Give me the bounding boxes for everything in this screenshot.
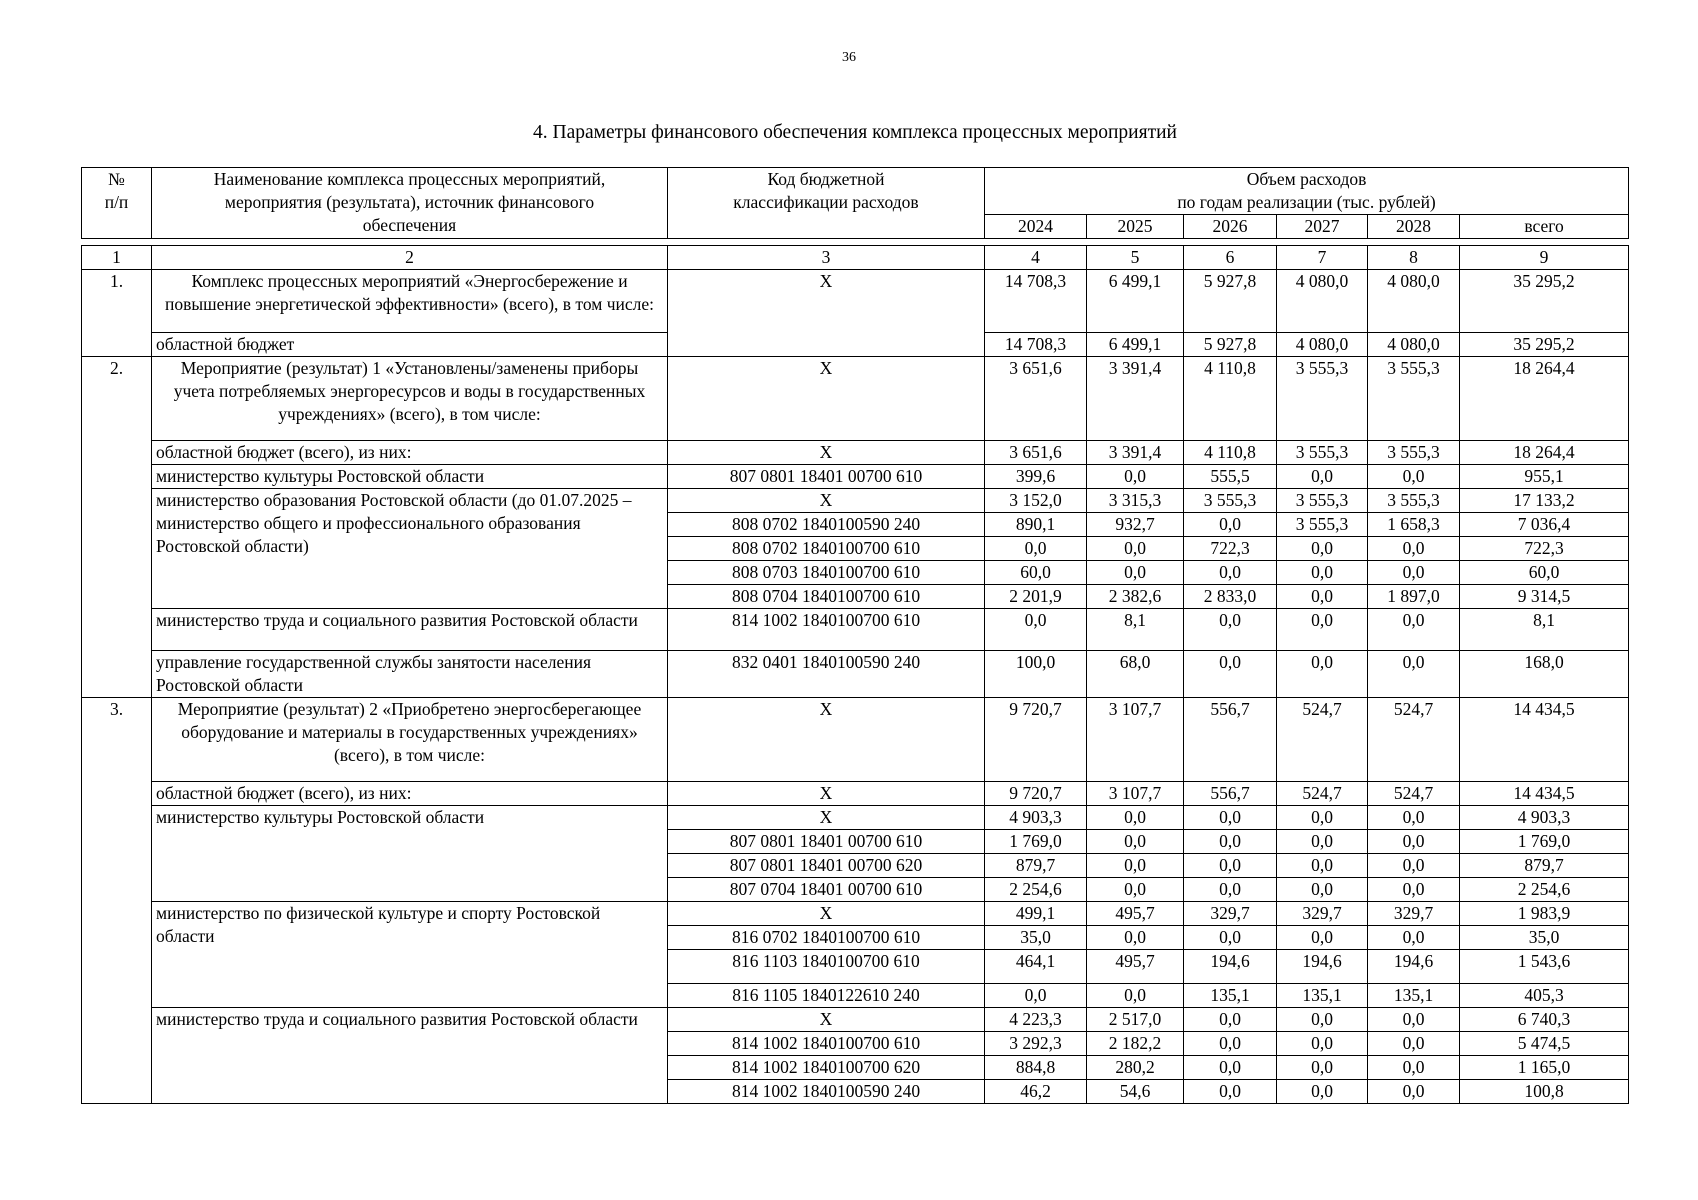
- budget-class-code: 814 1002 1840100590 240: [668, 1080, 985, 1104]
- value-total: 35,0: [1460, 926, 1629, 950]
- budget-class-code: 807 0704 18401 00700 610: [668, 878, 985, 902]
- value-cell: 0,0: [1087, 854, 1184, 878]
- value-cell: 0,0: [1184, 1008, 1277, 1032]
- group-row: [82, 465, 1629, 489]
- budget-class-code: X: [668, 806, 985, 830]
- header-year: 2026: [1184, 215, 1277, 239]
- value-cell: 556,7: [1184, 782, 1277, 806]
- value-cell: 68,0: [1087, 651, 1184, 698]
- value-cell: 399,6: [985, 465, 1087, 489]
- value-cell: 4 903,3: [985, 806, 1087, 830]
- value-cell: 194,6: [1368, 950, 1460, 984]
- value-cell: 0,0: [1368, 854, 1460, 878]
- budget-class-code: 816 1103 1840100700 610: [668, 950, 985, 984]
- value-cell: 2 182,2: [1087, 1032, 1184, 1056]
- value-cell: 2 517,0: [1087, 1008, 1184, 1032]
- group-row: [82, 902, 1629, 926]
- document-title: 4. Параметры финансового обеспечения комплекса процессных мероприятий: [533, 122, 1177, 143]
- budget-row: [82, 441, 1629, 465]
- value-cell: 3 555,3: [1368, 489, 1460, 513]
- header-name: Наименование комплекса процессных мероприятий, мероприятия (результата), источник финансового обеспечения: [152, 168, 668, 239]
- value-cell: 54,6: [1087, 1080, 1184, 1104]
- value-cell: 556,7: [1184, 698, 1277, 782]
- agency-label: министерство труда и социального развития Ростовской области: [152, 609, 668, 651]
- value-cell: 35,0: [985, 926, 1087, 950]
- header-num: № п/п: [82, 168, 152, 239]
- value-cell: 0,0: [1368, 1008, 1460, 1032]
- value-cell: 4 223,3: [985, 1008, 1087, 1032]
- section-number: 2.: [82, 357, 152, 698]
- value-total: 1 543,6: [1460, 950, 1629, 984]
- value-cell: 3 315,3: [1087, 489, 1184, 513]
- budget-class-code: 816 1105 1840122610 240: [668, 984, 985, 1008]
- budget-class-code: X: [668, 902, 985, 926]
- section-number: 1.: [82, 270, 152, 357]
- value-cell: 0,0: [1184, 806, 1277, 830]
- value-cell: 0,0: [1184, 926, 1277, 950]
- value-cell: 0,0: [1184, 513, 1277, 537]
- value-cell: 0,0: [1277, 1056, 1368, 1080]
- value-cell: 4 110,8: [1184, 357, 1277, 441]
- value-total: 879,7: [1460, 854, 1629, 878]
- section-row: [82, 698, 1629, 782]
- value-cell: 9 720,7: [985, 782, 1087, 806]
- group-row: [82, 489, 1629, 513]
- budget-class-code: 808 0704 1840100700 610: [668, 585, 985, 609]
- value-cell: 0,0: [1277, 854, 1368, 878]
- value-cell: 194,6: [1184, 950, 1277, 984]
- value-cell: 8,1: [1087, 609, 1184, 651]
- budget-row: [82, 782, 1629, 806]
- table-header: [81, 167, 1629, 239]
- value-cell: 499,1: [985, 902, 1087, 926]
- value-cell: 0,0: [1277, 830, 1368, 854]
- value-cell: 722,3: [1184, 537, 1277, 561]
- value-cell: 3 152,0: [985, 489, 1087, 513]
- value-cell: 0,0: [1184, 561, 1277, 585]
- value-cell: 0,0: [1277, 585, 1368, 609]
- finance-table: [81, 245, 1629, 1104]
- agency-label: министерство культуры Ростовской области: [152, 465, 668, 489]
- section-title: Комплекс процессных мероприятий «Энергосбережение и повышение энергетической эффективности» (всего), в том числе:: [152, 270, 668, 333]
- value-cell: 3 292,3: [985, 1032, 1087, 1056]
- header-year: 2025: [1087, 215, 1184, 239]
- value-cell: 0,0: [1184, 1080, 1277, 1104]
- budget-class-code: 807 0801 18401 00700 620: [668, 854, 985, 878]
- value-cell: 0,0: [1368, 537, 1460, 561]
- value-cell: 3 555,3: [1184, 489, 1277, 513]
- value-cell: 0,0: [1277, 537, 1368, 561]
- budget-code: X: [668, 782, 985, 806]
- value-cell: 3 555,3: [1368, 357, 1460, 441]
- value-cell: 0,0: [1277, 465, 1368, 489]
- budget-label: областной бюджет (всего), из них:: [152, 441, 668, 465]
- value-cell: 555,5: [1184, 465, 1277, 489]
- value-cell: 3 107,7: [1087, 782, 1184, 806]
- value-cell: 2 254,6: [985, 878, 1087, 902]
- value-cell: 0,0: [1277, 609, 1368, 651]
- value-cell: 0,0: [1277, 1032, 1368, 1056]
- value-cell: 0,0: [1087, 830, 1184, 854]
- value-cell: 0,0: [1277, 1008, 1368, 1032]
- value-cell: 932,7: [1087, 513, 1184, 537]
- value-cell: 2 382,6: [1087, 585, 1184, 609]
- value-cell: 3 391,4: [1087, 441, 1184, 465]
- value-cell: 0,0: [1368, 561, 1460, 585]
- value-cell: 0,0: [1368, 1032, 1460, 1056]
- value-cell: 6 499,1: [1087, 333, 1184, 357]
- value-cell: 0,0: [1184, 854, 1277, 878]
- value-cell: 329,7: [1277, 902, 1368, 926]
- value-cell: 0,0: [1368, 1056, 1460, 1080]
- value-cell: 464,1: [985, 950, 1087, 984]
- header-total: всего: [1460, 215, 1629, 239]
- section-title: Мероприятие (результат) 1 «Установлены/заменены приборы учета потребляемых энергоресурсов и воды в государственных учреждениях» (всего), в том числе:: [152, 357, 668, 441]
- section-code: X: [668, 698, 985, 782]
- value-cell: 100,0: [985, 651, 1087, 698]
- value-cell: 3 555,3: [1277, 441, 1368, 465]
- column-number: 1: [82, 246, 152, 270]
- value-total: 722,3: [1460, 537, 1629, 561]
- value-total: 18 264,4: [1460, 357, 1629, 441]
- budget-label: областной бюджет (всего), из них:: [152, 782, 668, 806]
- agency-label: министерство по физической культуре и спорту Ростовской области: [152, 902, 668, 1008]
- value-total: 1 165,0: [1460, 1056, 1629, 1080]
- budget-class-code: 832 0401 1840100590 240: [668, 651, 985, 698]
- value-cell: 3 651,6: [985, 441, 1087, 465]
- value-cell: 0,0: [1368, 878, 1460, 902]
- header-code: Код бюджетной классификации расходов: [668, 168, 985, 239]
- value-cell: 0,0: [1087, 465, 1184, 489]
- value-cell: 14 708,3: [985, 270, 1087, 333]
- section-row: [82, 357, 1629, 441]
- value-cell: 3 391,4: [1087, 357, 1184, 441]
- value-cell: 3 651,6: [985, 357, 1087, 441]
- value-total: 14 434,5: [1460, 698, 1629, 782]
- value-cell: 3 555,3: [1277, 489, 1368, 513]
- header-year: 2028: [1368, 215, 1460, 239]
- value-cell: 0,0: [1368, 1080, 1460, 1104]
- budget-class-code: X: [668, 1008, 985, 1032]
- value-cell: 6 499,1: [1087, 270, 1184, 333]
- budget-class-code: 814 1002 1840100700 610: [668, 1032, 985, 1056]
- budget-class-code: 807 0801 18401 00700 610: [668, 465, 985, 489]
- section-row: [82, 270, 1629, 333]
- value-total: 4 903,3: [1460, 806, 1629, 830]
- value-total: 9 314,5: [1460, 585, 1629, 609]
- value-total: 2 254,6: [1460, 878, 1629, 902]
- value-cell: 0,0: [1277, 561, 1368, 585]
- value-cell: 5 927,8: [1184, 270, 1277, 333]
- value-cell: 524,7: [1277, 782, 1368, 806]
- value-cell: 0,0: [985, 984, 1087, 1008]
- value-cell: 2 833,0: [1184, 585, 1277, 609]
- budget-class-code: 808 0703 1840100700 610: [668, 561, 985, 585]
- header-year: 2024: [985, 215, 1087, 239]
- value-cell: 194,6: [1277, 950, 1368, 984]
- budget-class-code: X: [668, 489, 985, 513]
- budget-class-code: 807 0801 18401 00700 610: [668, 830, 985, 854]
- value-cell: 9 720,7: [985, 698, 1087, 782]
- budget-code: X: [668, 441, 985, 465]
- value-cell: 0,0: [1184, 830, 1277, 854]
- value-cell: 0,0: [1368, 609, 1460, 651]
- agency-label: министерство труда и социального развития Ростовской области: [152, 1008, 668, 1104]
- column-number: 5: [1087, 246, 1184, 270]
- value-cell: 0,0: [1277, 926, 1368, 950]
- value-cell: 280,2: [1087, 1056, 1184, 1080]
- agency-label: министерство образования Ростовской области (до 01.07.2025 – министерство общего и профессионального образования Ростовской области): [152, 489, 668, 609]
- value-cell: 4 110,8: [1184, 441, 1277, 465]
- value-cell: 0,0: [1277, 878, 1368, 902]
- group-row: [82, 609, 1629, 651]
- column-number: 6: [1184, 246, 1277, 270]
- value-cell: 1 658,3: [1368, 513, 1460, 537]
- column-number: 8: [1368, 246, 1460, 270]
- value-cell: 0,0: [1087, 537, 1184, 561]
- value-cell: 4 080,0: [1277, 333, 1368, 357]
- value-cell: 1 769,0: [985, 830, 1087, 854]
- page-number: 36: [842, 50, 856, 65]
- value-cell: 0,0: [1087, 806, 1184, 830]
- column-number: 3: [668, 246, 985, 270]
- value-total: 35 295,2: [1460, 333, 1629, 357]
- value-cell: 0,0: [1087, 926, 1184, 950]
- value-cell: 524,7: [1368, 698, 1460, 782]
- value-cell: 0,0: [1184, 878, 1277, 902]
- value-cell: 3 555,3: [1277, 357, 1368, 441]
- value-total: 100,8: [1460, 1080, 1629, 1104]
- agency-label: управление государственной службы занятости населения Ростовской области: [152, 651, 668, 698]
- value-cell: 495,7: [1087, 902, 1184, 926]
- value-cell: 0,0: [1368, 926, 1460, 950]
- value-total: 405,3: [1460, 984, 1629, 1008]
- value-total: 35 295,2: [1460, 270, 1629, 333]
- value-cell: 0,0: [1184, 609, 1277, 651]
- value-cell: 135,1: [1368, 984, 1460, 1008]
- value-cell: 0,0: [1184, 1032, 1277, 1056]
- value-cell: 60,0: [985, 561, 1087, 585]
- section-code: X: [668, 270, 985, 357]
- value-total: 8,1: [1460, 609, 1629, 651]
- value-total: 60,0: [1460, 561, 1629, 585]
- value-cell: 0,0: [1184, 1056, 1277, 1080]
- value-cell: 0,0: [1087, 984, 1184, 1008]
- header-year: 2027: [1277, 215, 1368, 239]
- value-cell: 0,0: [1368, 651, 1460, 698]
- value-cell: 14 708,3: [985, 333, 1087, 357]
- value-cell: 329,7: [1368, 902, 1460, 926]
- value-cell: 0,0: [1368, 465, 1460, 489]
- value-cell: 0,0: [1277, 806, 1368, 830]
- value-cell: 0,0: [1087, 878, 1184, 902]
- header-volume: Объем расходов по годам реализации (тыс. рублей): [985, 168, 1629, 215]
- value-total: 18 264,4: [1460, 441, 1629, 465]
- value-total: 1 769,0: [1460, 830, 1629, 854]
- column-number: 4: [985, 246, 1087, 270]
- value-cell: 135,1: [1184, 984, 1277, 1008]
- value-cell: 5 927,8: [1184, 333, 1277, 357]
- value-cell: 0,0: [1184, 651, 1277, 698]
- value-total: 5 474,5: [1460, 1032, 1629, 1056]
- value-cell: 884,8: [985, 1056, 1087, 1080]
- budget-class-code: 808 0702 1840100590 240: [668, 513, 985, 537]
- value-total: 14 434,5: [1460, 782, 1629, 806]
- group-row: [82, 806, 1629, 830]
- column-numbers-row: [82, 246, 1629, 270]
- budget-class-code: 808 0702 1840100700 610: [668, 537, 985, 561]
- value-cell: 0,0: [1368, 830, 1460, 854]
- column-number: 7: [1277, 246, 1368, 270]
- budget-label: областной бюджет: [152, 333, 668, 357]
- budget-class-code: 814 1002 1840100700 620: [668, 1056, 985, 1080]
- section-title: Мероприятие (результат) 2 «Приобретено энергосберегающее оборудование и материалы в государственных учреждениях» (всего), в том числе:: [152, 698, 668, 782]
- value-cell: 0,0: [1087, 561, 1184, 585]
- value-cell: 4 080,0: [1368, 333, 1460, 357]
- value-cell: 3 555,3: [1277, 513, 1368, 537]
- value-total: 7 036,4: [1460, 513, 1629, 537]
- section-number: 3.: [82, 698, 152, 1104]
- value-cell: 524,7: [1368, 782, 1460, 806]
- group-row: [82, 1008, 1629, 1032]
- value-cell: 3 107,7: [1087, 698, 1184, 782]
- section-code: X: [668, 357, 985, 441]
- value-total: 17 133,2: [1460, 489, 1629, 513]
- value-total: 6 740,3: [1460, 1008, 1629, 1032]
- value-cell: 524,7: [1277, 698, 1368, 782]
- budget-class-code: 814 1002 1840100700 610: [668, 609, 985, 651]
- column-number: 2: [152, 246, 668, 270]
- group-row: [82, 651, 1629, 698]
- value-cell: 4 080,0: [1277, 270, 1368, 333]
- column-number: 9: [1460, 246, 1629, 270]
- value-cell: 46,2: [985, 1080, 1087, 1104]
- value-cell: 0,0: [985, 609, 1087, 651]
- value-total: 955,1: [1460, 465, 1629, 489]
- value-cell: 0,0: [1277, 1080, 1368, 1104]
- budget-class-code: 816 0702 1840100700 610: [668, 926, 985, 950]
- value-cell: 4 080,0: [1368, 270, 1460, 333]
- agency-label: министерство культуры Ростовской области: [152, 806, 668, 902]
- value-cell: 1 897,0: [1368, 585, 1460, 609]
- value-cell: 0,0: [1277, 651, 1368, 698]
- value-cell: 0,0: [985, 537, 1087, 561]
- value-total: 1 983,9: [1460, 902, 1629, 926]
- value-cell: 2 201,9: [985, 585, 1087, 609]
- value-cell: 329,7: [1184, 902, 1277, 926]
- value-cell: 135,1: [1277, 984, 1368, 1008]
- value-cell: 0,0: [1368, 806, 1460, 830]
- value-cell: 890,1: [985, 513, 1087, 537]
- value-cell: 495,7: [1087, 950, 1184, 984]
- value-cell: 879,7: [985, 854, 1087, 878]
- value-total: 168,0: [1460, 651, 1629, 698]
- value-cell: 3 555,3: [1368, 441, 1460, 465]
